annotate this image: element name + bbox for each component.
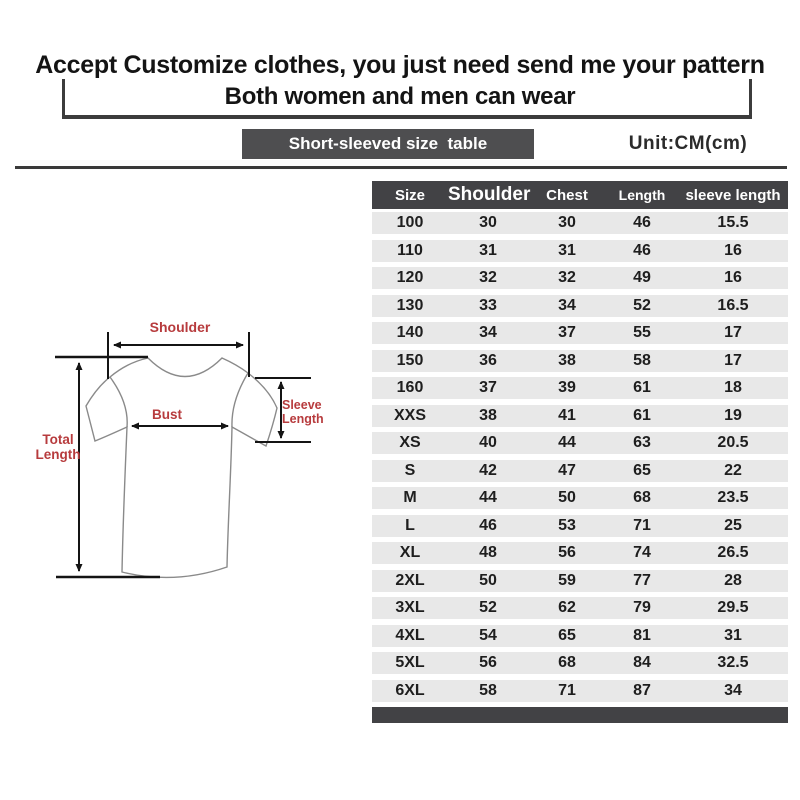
size-cell: 160	[396, 379, 424, 396]
size-table-footer-bar	[372, 707, 788, 723]
measurement-cell: 81	[633, 626, 651, 644]
table-row	[372, 240, 788, 262]
measurement-cell: 77	[633, 571, 651, 589]
measurement-cell: 16.5	[717, 296, 749, 314]
measurement-cell: 55	[633, 324, 651, 341]
table-row	[372, 405, 788, 427]
table-row	[372, 625, 788, 647]
measurement-cell: 59	[558, 571, 576, 589]
measurement-cell: 44	[479, 489, 497, 506]
measurement-cell: 52	[479, 599, 497, 616]
unit-label: Unit:CM(cm)	[628, 133, 748, 154]
measurement-cell: 58	[479, 681, 497, 699]
measurement-cell: 44	[558, 434, 576, 451]
size-cell: 120	[396, 269, 424, 286]
size-table	[372, 181, 788, 723]
size-cell: 110	[397, 241, 423, 259]
size-cell: 140	[396, 324, 424, 341]
measurement-cell: 29.5	[717, 599, 749, 616]
measurement-cell: 16	[724, 269, 742, 286]
measurement-cell: 84	[633, 654, 651, 671]
measurement-cell: 65	[558, 626, 576, 644]
measurement-cell: 50	[558, 489, 576, 506]
measurement-cell: 71	[633, 516, 651, 534]
measurement-cell: 54	[479, 626, 497, 644]
banner-line-1: Accept Customize clothes, you just need send me your pattern	[35, 51, 765, 79]
tshirt-shape	[86, 358, 277, 577]
measurement-cell: 33	[479, 296, 497, 314]
measurement-cell: 19	[724, 406, 742, 424]
measurement-cell: 26.5	[717, 544, 749, 561]
size-cell: XL	[399, 544, 421, 561]
size-cell: 4XL	[395, 626, 425, 644]
measurement-cell: 17	[724, 324, 742, 341]
table-row	[372, 570, 788, 592]
table-row	[372, 652, 788, 674]
horizontal-divider	[15, 166, 787, 169]
measurement-cell: 30	[479, 214, 497, 231]
size-cell: 6XL	[395, 681, 425, 699]
table-row	[372, 460, 788, 482]
table-row	[372, 295, 788, 317]
size-cell: 100	[396, 214, 424, 231]
size-cell: S	[404, 461, 416, 479]
measurement-cell: 34	[558, 296, 576, 314]
table-row	[372, 322, 788, 344]
size-cell: XXS	[393, 406, 426, 424]
measurement-cell: 46	[633, 214, 651, 231]
measurement-cell: 31	[558, 241, 576, 259]
measurement-cell: 74	[633, 544, 651, 561]
measurement-cell: 46	[479, 516, 497, 534]
measurement-cell: 87	[633, 681, 651, 699]
measurement-cell: 18	[724, 379, 742, 396]
measurement-cell: 32	[558, 269, 576, 286]
column-header-chest: Chest	[546, 186, 588, 204]
column-header-size: Size	[394, 186, 425, 204]
measurement-cell: 49	[633, 269, 651, 286]
measurement-cell: 22	[724, 461, 742, 479]
size-cell: 2XL	[395, 571, 425, 589]
measurement-cell: 46	[633, 241, 651, 259]
measurement-cell: 16	[724, 241, 742, 259]
measurement-cell: 32	[479, 269, 497, 286]
measurement-cell: 56	[558, 544, 576, 561]
sleeve-length-measure-label: Sleeve Length	[282, 398, 324, 426]
size-cell: 150	[396, 351, 424, 369]
measurement-cell: 62	[558, 599, 576, 616]
measurement-cell: 48	[479, 544, 497, 561]
total-length-measure-label: Total Length	[35, 432, 81, 462]
size-table-header	[372, 181, 788, 209]
measurement-cell: 61	[633, 379, 651, 396]
measurement-cell: 47	[558, 461, 576, 479]
section-title: Short-sleeved size table	[242, 129, 534, 159]
measurement-cell: 34	[724, 681, 742, 699]
measurement-cell: 37	[479, 379, 497, 396]
table-row	[372, 212, 788, 234]
table-row	[372, 432, 788, 454]
size-cell: M	[403, 489, 417, 506]
measurement-cell: 68	[558, 654, 576, 671]
measurement-cell: 41	[558, 406, 576, 424]
measurement-cell: 34	[479, 324, 497, 341]
measurement-cell: 68	[633, 489, 651, 506]
measurement-cell: 50	[479, 571, 497, 589]
table-row	[372, 267, 788, 289]
table-row	[372, 377, 788, 399]
tshirt-measurement-diagram	[30, 315, 340, 600]
table-row	[372, 680, 788, 702]
measurement-cell: 31	[724, 626, 742, 644]
measurement-cell: 40	[479, 434, 497, 451]
measurement-cell: 38	[479, 406, 497, 424]
measurement-cell: 30	[558, 214, 576, 231]
table-row	[372, 597, 788, 619]
right-armhole-seam	[232, 373, 248, 427]
measurement-cell: 53	[558, 516, 576, 534]
measurement-cell: 52	[633, 296, 651, 314]
size-cell: 3XL	[395, 599, 425, 616]
measurement-cell: 79	[633, 599, 651, 616]
measurement-cell: 37	[558, 324, 576, 341]
measurement-cell: 39	[558, 379, 576, 396]
measurement-cell: 58	[633, 351, 651, 369]
measurement-cell: 63	[633, 434, 651, 451]
size-cell: XS	[399, 434, 421, 451]
measurement-cell: 25	[724, 516, 742, 534]
table-row	[372, 515, 788, 537]
measurement-cell: 38	[558, 351, 576, 369]
size-table-rows	[372, 212, 788, 702]
bust-measure-label: Bust	[152, 407, 182, 422]
left-armhole-seam	[110, 377, 127, 427]
measurement-cell: 23.5	[717, 489, 749, 506]
measurement-cell: 17	[724, 351, 742, 369]
measurement-arrows	[55, 332, 311, 577]
measurement-cell: 20.5	[717, 434, 749, 451]
table-row	[372, 350, 788, 372]
size-cell: 5XL	[395, 654, 425, 671]
size-cell: 130	[396, 296, 424, 314]
measurement-cell: 31	[479, 241, 497, 259]
measurement-cell: 65	[633, 461, 651, 479]
banner-underline-border	[62, 79, 752, 119]
column-header-shoulder: Shoulder	[448, 184, 531, 205]
measurement-cell: 42	[479, 461, 497, 479]
table-row	[372, 487, 788, 509]
measurement-cell: 28	[724, 571, 742, 589]
banner-line-2: Both women and men can wear	[224, 83, 576, 110]
size-cell: L	[405, 516, 415, 534]
measurement-cell: 56	[479, 654, 497, 671]
column-header-length: Length	[618, 187, 666, 203]
measurement-cell: 61	[633, 406, 651, 424]
column-header-sleeve-length: sleeve length	[685, 186, 781, 204]
measurement-cell: 71	[558, 681, 576, 699]
shoulder-measure-label: Shoulder	[149, 319, 211, 335]
table-row	[372, 542, 788, 564]
measurement-cell: 36	[479, 351, 497, 369]
measurement-cell: 32.5	[717, 654, 749, 671]
measurement-cell: 15.5	[717, 214, 749, 231]
